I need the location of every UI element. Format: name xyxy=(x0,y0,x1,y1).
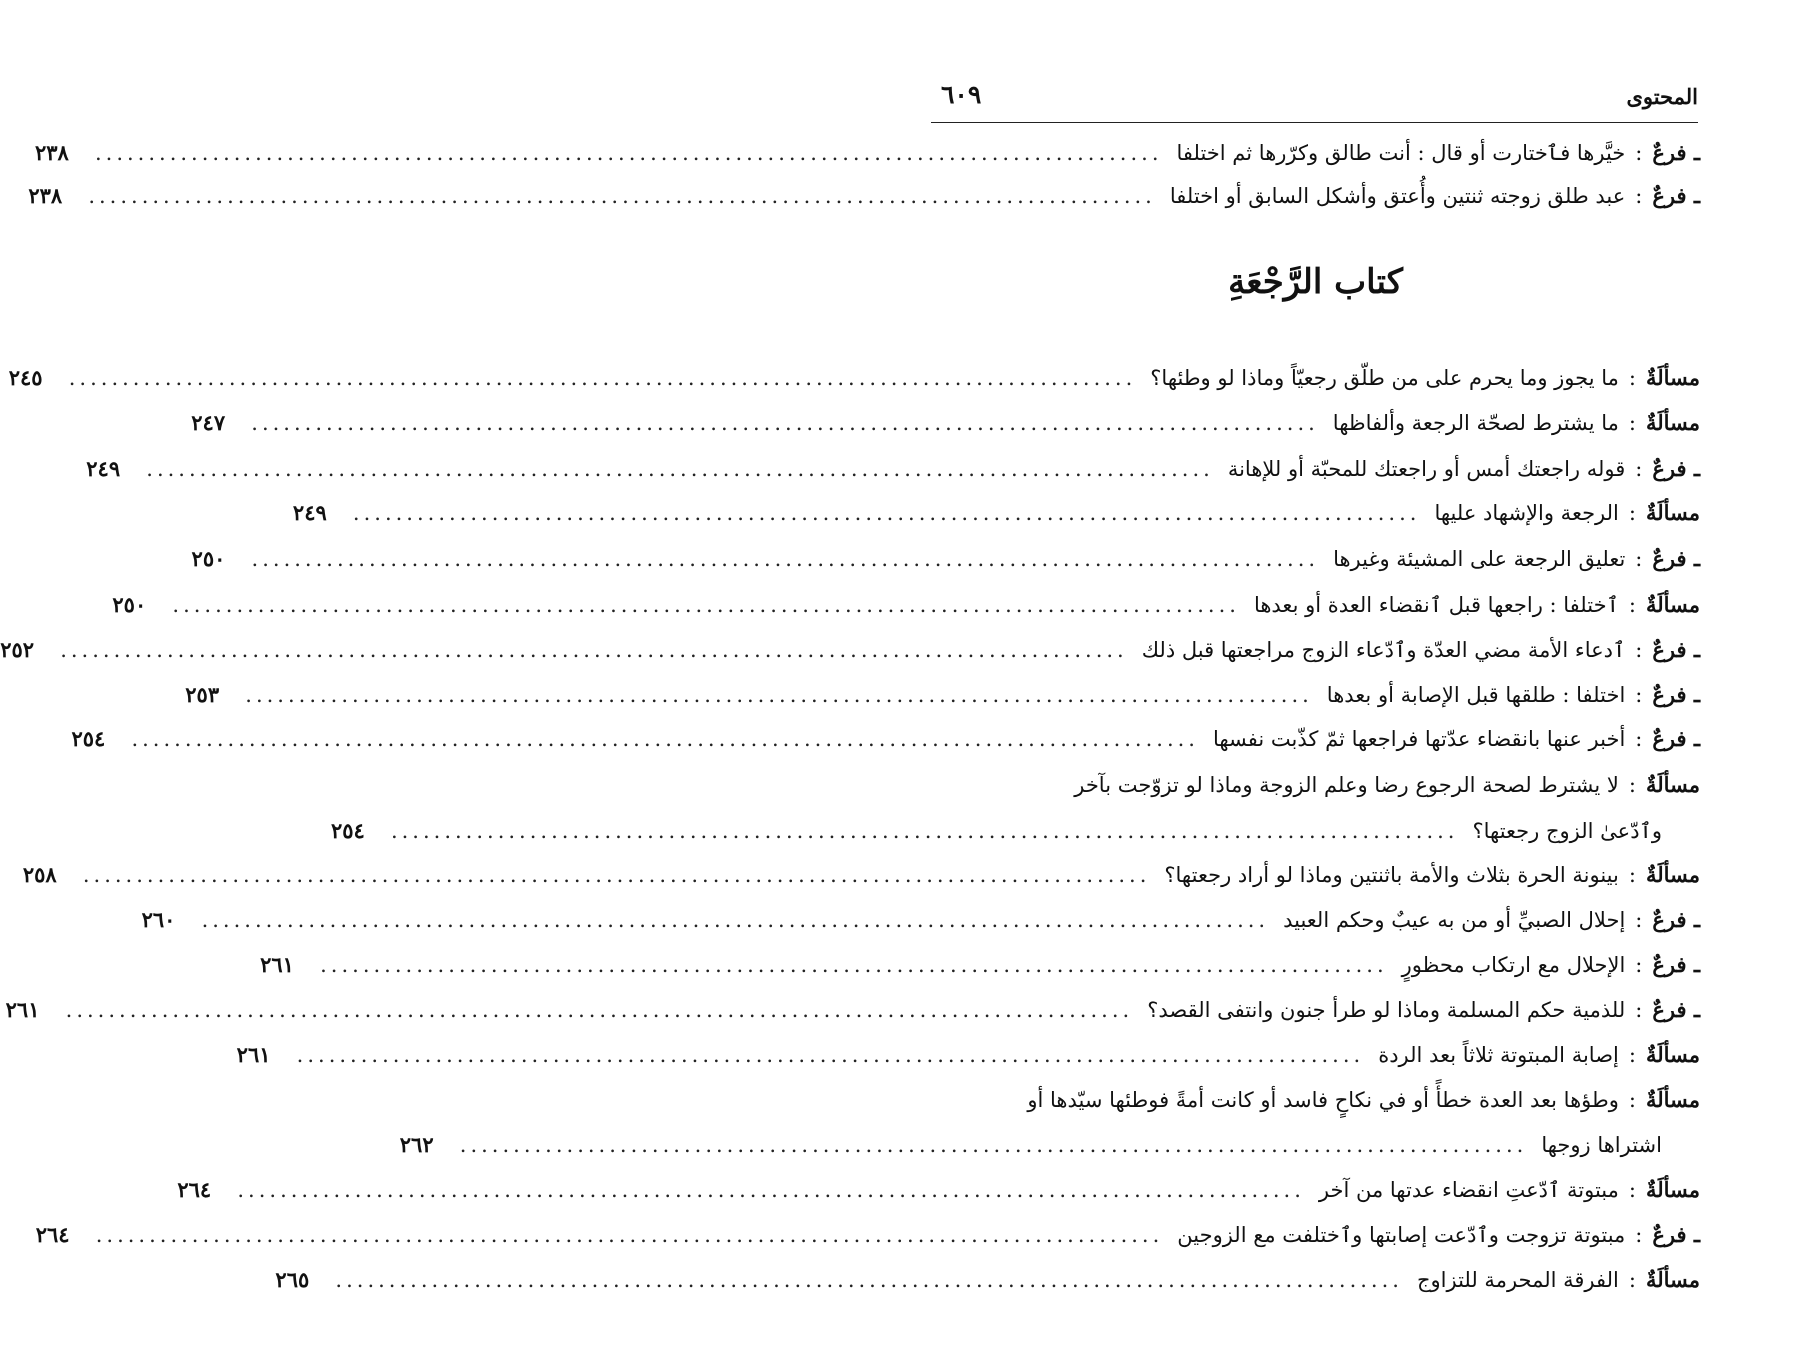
entry-page-number: ٢٦٤ xyxy=(177,1177,212,1202)
dot-leader: .................................................................................................... xyxy=(131,727,1199,751)
entry-separator: : xyxy=(1635,457,1643,481)
entry-text: أخبر عنها بانقضاء عدّتها فراجعها ثمّ كذّبت نفسها xyxy=(1212,727,1626,751)
entry-text: الرجعة والإشهاد عليها xyxy=(1434,501,1619,525)
toc-entry xyxy=(177,1167,1700,1213)
dot-leader: .................................................................................................... xyxy=(390,819,1459,843)
entry-separator: : xyxy=(1628,1268,1636,1292)
toc-entry xyxy=(35,1212,1700,1258)
dot-leader: .................................................................................................... xyxy=(352,501,1421,525)
dot-leader: .................................................................................................... xyxy=(201,908,1270,932)
entry-label: مسألَةٌ xyxy=(1645,1087,1700,1112)
dot-leader: .................................................................................................... xyxy=(95,1223,1164,1247)
entry-label: مسألَةٌ xyxy=(1645,772,1700,797)
entry-separator: : xyxy=(1635,547,1643,571)
entry-text: ٱختلفا : راجعها قبل ٱنقضاء العدة أو بعدها xyxy=(1253,593,1619,617)
toc-entry xyxy=(34,130,1700,176)
entry-label: ـ فرعٌ xyxy=(1652,140,1700,165)
entry-page-number: ٢٥٢ xyxy=(0,637,35,662)
entry-label: ـ فرعٌ xyxy=(1652,726,1700,751)
entry-text: لا يشترط لصحة الرجوع رضا وعلم الزوجة وماذا لو تزوّجت بآخر xyxy=(1074,773,1619,797)
entry-label: ـ فرعٌ xyxy=(1652,456,1700,481)
entry-page-number: ٢٥٨ xyxy=(22,862,57,887)
entry-separator: : xyxy=(1635,998,1643,1022)
entry-text: الإحلال مع ارتكاب محظورٍ xyxy=(1401,953,1626,977)
dot-leader: .................................................................................................... xyxy=(335,1268,1403,1292)
toc-entry-continuation xyxy=(399,1122,1700,1168)
entry-label: مسألَةٌ xyxy=(1645,1177,1700,1202)
dot-leader: .................................................................................................... xyxy=(146,457,1214,481)
entry-label: مسألَةٌ xyxy=(1645,1267,1700,1292)
dot-leader: .................................................................................................... xyxy=(296,1043,1365,1067)
entry-text: الفرقة المحرمة للتزاوج xyxy=(1416,1268,1619,1292)
dot-leader: .................................................................................................... xyxy=(68,366,1137,390)
entry-separator: : xyxy=(1628,1043,1636,1067)
dot-leader: .................................................................................................... xyxy=(320,953,1388,977)
entry-page-number: ٢٦٢ xyxy=(399,1132,434,1157)
entry-separator: : xyxy=(1628,411,1636,435)
entry-text: خيَّرها فٱختارت أو قال : أنت طالق وكرّرها ثم اختلفا xyxy=(1176,141,1626,165)
entry-page-number: ٢٥٣ xyxy=(185,682,220,707)
toc-entry xyxy=(275,1257,1700,1303)
entry-page-number: ٢٦١ xyxy=(260,952,294,977)
toc-entry xyxy=(28,173,1700,219)
entry-text: بينونة الحرة بثلاث والأمة باثنتين وماذا لو أراد رجعتها؟ xyxy=(1164,863,1619,887)
entry-separator: : xyxy=(1635,141,1643,165)
entry-separator: : xyxy=(1628,366,1636,390)
entry-text: ما يجوز وما يحرم على من طلّق رجعيّاً وماذا لو وطئها؟ xyxy=(1150,366,1619,390)
entry-label: ـ فرعٌ xyxy=(1652,637,1700,662)
dot-leader: .................................................................................................... xyxy=(251,411,1319,435)
entry-label: ـ فرعٌ xyxy=(1652,997,1700,1022)
toc-entry xyxy=(71,716,1700,762)
toc-entry xyxy=(191,400,1700,446)
entry-separator: : xyxy=(1635,683,1643,707)
entry-label: مسألَةٌ xyxy=(1645,365,1700,390)
toc-entry xyxy=(927,1077,1700,1123)
dot-leader: .................................................................................................... xyxy=(245,683,1313,707)
toc-entry xyxy=(5,987,1700,1033)
entry-separator: : xyxy=(1635,1223,1643,1247)
entry-text: إصابة المبتوتة ثلاثاً بعد الردة xyxy=(1378,1043,1619,1067)
entry-text: وطؤها بعد العدة خطأً أو في نكاحٍ فاسد أو كانت أمةً فوطئها سيّدها أو xyxy=(1027,1088,1619,1112)
dot-leader: .................................................................................................... xyxy=(94,141,1163,165)
toc-entry xyxy=(236,1032,1700,1078)
entry-page-number: ٢٦١ xyxy=(5,997,40,1022)
entry-separator: : xyxy=(1628,863,1636,887)
toc-entry xyxy=(292,490,1700,536)
toc-entry xyxy=(22,852,1700,898)
entry-page-number: ٢٤٩ xyxy=(292,500,327,525)
dot-leader: .................................................................................................... xyxy=(65,998,1134,1022)
entry-separator: : xyxy=(1635,184,1643,208)
entry-separator: : xyxy=(1628,501,1636,525)
entry-separator: : xyxy=(1628,1088,1636,1112)
entry-label: مسألَةٌ xyxy=(1645,500,1700,525)
entry-separator: : xyxy=(1635,638,1643,662)
entry-text: اختلفا : طلقها قبل الإصابة أو بعدها xyxy=(1326,683,1626,707)
toc-entry xyxy=(86,446,1700,492)
entry-page-number: ٢٦٤ xyxy=(35,1222,70,1247)
entry-label: ـ فرعٌ xyxy=(1652,1222,1700,1247)
dot-leader: .................................................................................................... xyxy=(172,593,1240,617)
entry-page-number: ٢٦٠ xyxy=(141,907,176,932)
entry-page-number: ٢٤٧ xyxy=(191,410,226,435)
entry-text: مبتوتة ٱدّعتِ انقضاء عدتها من آخر xyxy=(1318,1178,1619,1202)
dot-leader: .................................................................................................... xyxy=(251,547,1320,571)
toc-entry xyxy=(0,627,1700,673)
entry-text: مبتوتة تزوجت وٱدّعت إصابتها وٱختلفت مع الزوجين xyxy=(1177,1223,1626,1247)
entry-page-number: ٢٤٥ xyxy=(8,365,43,390)
toc-entry xyxy=(141,897,1700,943)
toc-entry xyxy=(185,672,1700,718)
toc-entry-continuation xyxy=(330,808,1700,854)
entry-separator: : xyxy=(1635,908,1643,932)
entry-label: مسألَةٌ xyxy=(1645,410,1700,435)
toc-entry xyxy=(927,762,1700,808)
entry-label: ـ فرعٌ xyxy=(1652,546,1700,571)
entry-text: ٱدعاء الأمة مضي العدّة وٱدّعاء الزوج مراجعتها قبل ذلك xyxy=(1141,638,1626,662)
toc-entry xyxy=(8,355,1700,401)
entry-label: ـ فرعٌ xyxy=(1652,183,1700,208)
entry-text: تعليق الرجعة على المشيئة وغيرها xyxy=(1333,547,1626,571)
dot-leader: .................................................................................................... xyxy=(88,184,1156,208)
entry-page-number: ٢٥٠ xyxy=(112,592,147,617)
entry-text: ما يشترط لصحّة الرجعة وألفاظها xyxy=(1332,411,1619,435)
entry-page-number: ٢٦١ xyxy=(236,1042,271,1067)
entry-page-number: ٢٦٥ xyxy=(275,1267,310,1292)
dot-leader: .................................................................................................... xyxy=(82,863,1151,887)
entry-page-number: ٢٣٨ xyxy=(34,140,69,165)
entry-text: قوله راجعتك أمس أو راجعتك للمحبّة أو للإهانة xyxy=(1227,457,1626,481)
entry-page-number: ٢٣٨ xyxy=(28,183,63,208)
entry-text: عبد طلق زوجته ثنتين وأُعتق وأشكل السابق أو اختلفا xyxy=(1169,184,1626,208)
page-header xyxy=(931,80,1698,123)
entry-label: مسألَةٌ xyxy=(1645,1042,1700,1067)
toc-entry xyxy=(260,942,1700,988)
entry-page-number: ٢٥٠ xyxy=(191,546,226,571)
entry-separator: : xyxy=(1628,773,1636,797)
toc-entry xyxy=(112,582,1700,628)
entry-label: مسألَةٌ xyxy=(1645,862,1700,887)
entry-text: وٱدّعىٰ الزوج رجعتها؟ xyxy=(1472,819,1662,843)
entry-separator: : xyxy=(1628,593,1636,617)
entry-text: اشتراها زوجها xyxy=(1541,1133,1662,1157)
entry-separator: : xyxy=(1635,953,1643,977)
entry-page-number: ٢٤٩ xyxy=(86,456,121,481)
dot-leader: .................................................................................................... xyxy=(237,1178,1305,1202)
header-title: المحتوى xyxy=(1626,84,1698,109)
entry-label: ـ فرعٌ xyxy=(1652,907,1700,932)
entry-separator: : xyxy=(1635,727,1643,751)
entry-label: ـ فرعٌ xyxy=(1652,952,1700,977)
entry-separator: : xyxy=(1628,1178,1636,1202)
dot-leader: .................................................................................................... xyxy=(459,1133,1528,1157)
entry-page-number: ٢٥٤ xyxy=(71,726,106,751)
entry-label: ـ فرعٌ xyxy=(1652,682,1700,707)
header-page-number: ٦٠٩ xyxy=(941,80,982,109)
toc-entry xyxy=(191,536,1700,582)
entry-text: للذمية حكم المسلمة وماذا لو طرأ جنون وانتفى القصد؟ xyxy=(1147,998,1626,1022)
dot-leader: .................................................................................................... xyxy=(60,638,1128,662)
entry-label: مسألَةٌ xyxy=(1645,592,1700,617)
entry-text: إحلال الصبيِّ أو من به عيبٌ وحكم العبيد xyxy=(1283,908,1626,932)
chapter-title: كتاب الرَّجْعَةِ xyxy=(1228,262,1403,302)
entry-page-number: ٢٥٤ xyxy=(330,818,365,843)
